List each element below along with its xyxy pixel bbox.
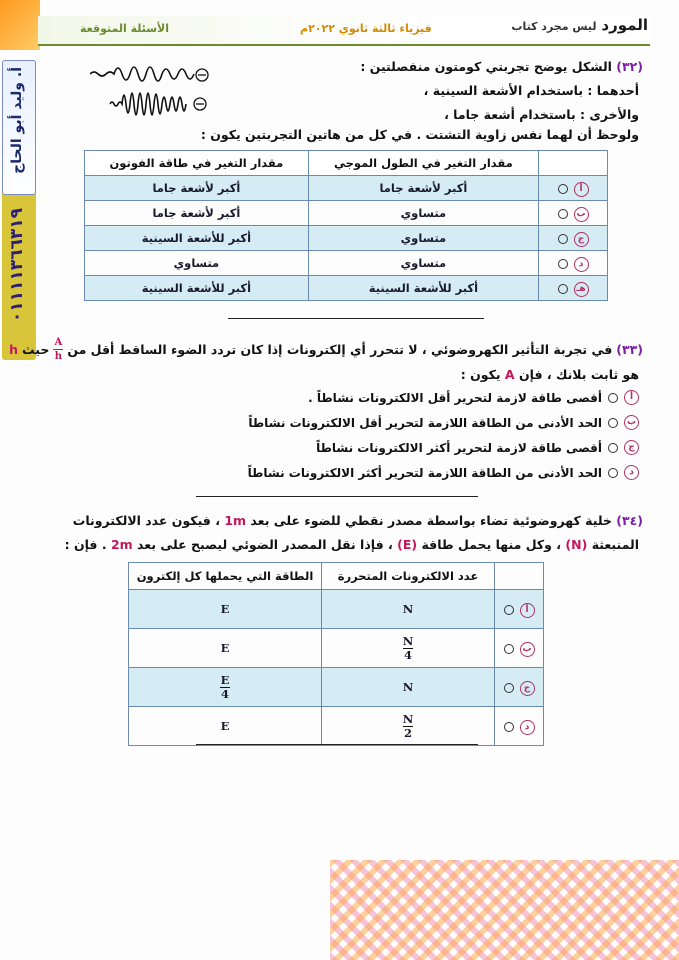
table-cell: متساوي: [308, 251, 538, 276]
q34-choice-b[interactable]: [495, 629, 544, 668]
table-cell: متساوي: [308, 201, 538, 226]
radio-button[interactable]: [608, 418, 618, 428]
brand-logo: [511, 16, 648, 34]
value: N: [402, 680, 414, 694]
energy-cell: [129, 668, 322, 707]
energy-cell: [129, 590, 322, 629]
header-section: الأسئلة المتوقعة: [80, 22, 170, 35]
gamma-wave: [110, 93, 186, 115]
q33-number: (٣٣): [616, 341, 643, 357]
value: E: [220, 719, 230, 733]
q32-col-choice: [539, 151, 608, 176]
q34-choice-a[interactable]: [495, 590, 544, 629]
fraction: [403, 713, 414, 740]
table-cell: أكبر للأشعة السينية: [308, 276, 538, 301]
table-row: [85, 251, 608, 276]
q33-text-where: حيث: [22, 341, 50, 357]
option-letter: د: [624, 465, 639, 480]
q34-text-2c: ، فإذا نقل المصدر الضوئي ليصبح على بعد: [137, 537, 393, 552]
q34-text-2b: ، وكل منها يحمل طاقة: [421, 537, 562, 552]
radio-button[interactable]: [608, 468, 618, 478]
option-letter: ب: [574, 207, 589, 222]
radio-button[interactable]: [504, 722, 514, 732]
distance-1: 1m: [224, 513, 247, 528]
table-cell: أكبر لأشعة جاما: [308, 176, 538, 201]
q32-line1: [360, 58, 643, 76]
table-row: [129, 590, 544, 629]
page-header: [0, 10, 650, 48]
value: N: [402, 602, 414, 616]
electrons-cell: [322, 629, 495, 668]
fraction: [403, 635, 414, 662]
author-name: أ. وليد أبو الحاج: [9, 67, 25, 174]
frac-denominator: 2: [403, 726, 412, 740]
value: E: [220, 602, 230, 616]
table-cell: أكبر لأشعة جاما: [85, 176, 309, 201]
radio-button[interactable]: [504, 644, 514, 654]
radio-button[interactable]: [558, 184, 568, 194]
frac-numerator: E: [220, 673, 230, 687]
q34-text-2d: . فإن :: [64, 537, 107, 552]
distance-2: 2m: [110, 537, 133, 552]
q34-col-choice: [495, 563, 544, 590]
brand-sub: ليس مجرد كتاب: [511, 20, 597, 33]
q32-table: [84, 150, 608, 301]
energy-cell: [129, 707, 322, 746]
author-sidebar: [2, 60, 36, 360]
option-text: أقصى طاقة لازمة لتحرير أقل الالكترونات نشاطاً .: [308, 390, 602, 405]
q32-col1-header: مقدار التغير في الطول الموجي: [308, 151, 538, 176]
brand-main: المورد: [601, 16, 648, 34]
symbol-h: h: [9, 341, 18, 357]
q32-line4: ولوحظ أن لهما نفس زاوية التشتت . في كل من هاتين التجربتين يكون :: [200, 127, 639, 142]
frac-a-over-h: [53, 336, 63, 363]
symbol-A: A: [504, 367, 515, 382]
q34-col2-header: الطاقة التي يحملها كل إلكترون: [129, 563, 322, 590]
table-row: [85, 176, 608, 201]
q33-option-b[interactable]: [248, 415, 639, 430]
radio-button[interactable]: [504, 683, 514, 693]
option-text: الحد الأدنى من الطاقة اللازمة لتحرير أكثر الالكترونات نشاطاً: [247, 465, 602, 480]
q33-option-d[interactable]: [248, 465, 639, 480]
author-box: [2, 60, 36, 195]
table-cell: متساوي: [85, 251, 309, 276]
table-cell: أكبر للأشعة السينية: [85, 226, 309, 251]
author-phone: ٠١١١١٣٦٦٣١٩: [7, 208, 27, 323]
table-row: [85, 226, 608, 251]
separator-line: [196, 744, 478, 745]
q32-choice-a[interactable]: [539, 176, 608, 201]
q34-col1-header: عدد الالكترونات المتحررة: [322, 563, 495, 590]
option-text: الحد الأدنى من الطاقة اللازمة لتحرير أقل الالكترونات نشاطاً: [248, 415, 602, 430]
wave-diagram: [90, 60, 220, 132]
radio-button[interactable]: [558, 209, 568, 219]
q34-line1: [73, 512, 643, 530]
q34-choice-d[interactable]: [495, 707, 544, 746]
frac-denominator: 4: [221, 687, 230, 701]
q34-number: (٣٤): [616, 513, 643, 528]
option-letter: ج: [520, 681, 535, 696]
q32-number: (٣٢): [616, 59, 643, 74]
table-row: [85, 276, 608, 301]
option-letter: د: [574, 257, 589, 272]
q32-col2-header: مقدار التغير في طاقة الفوتون: [85, 151, 309, 176]
q34-text-2a: المنبعثة: [591, 537, 639, 552]
q33-line2: [461, 366, 639, 384]
option-letter: د: [520, 720, 535, 735]
table-cell: أكبر لأشعة جاما: [85, 201, 309, 226]
q34-text-1: خلية كهروضوئية تضاء بواسطة مصدر نقطي للضوء على بعد: [250, 513, 612, 528]
q32-line2: أحدهما : باستخدام الأشعة السينية ،: [423, 83, 639, 98]
option-letter: أ: [624, 390, 639, 405]
separator-line: [196, 496, 478, 497]
symbol-E: (E): [397, 537, 418, 552]
table-row: [129, 668, 544, 707]
q32-text-1: الشكل يوضح تجربتي كومتون منفصلتين :: [360, 59, 612, 74]
radio-button[interactable]: [558, 259, 568, 269]
q32-choice-b[interactable]: [539, 201, 608, 226]
option-letter: ب: [624, 415, 639, 430]
table-row: [129, 629, 544, 668]
energy-cell: [129, 629, 322, 668]
table-cell: متساوي: [308, 226, 538, 251]
option-letter: ج: [624, 440, 639, 455]
q33-text-2: هو ثابت بلانك ، فإن: [518, 367, 639, 382]
radio-button[interactable]: [608, 393, 618, 403]
radio-button[interactable]: [558, 284, 568, 294]
header-subject: فيزياء ثالثة ثانوي ٢٠٢٢م: [300, 22, 432, 35]
frac-numerator: N: [402, 634, 414, 648]
fraction: [220, 674, 230, 701]
electrons-cell: [322, 590, 495, 629]
q34-text-1-end: ، فيكون عدد الالكترونات: [72, 513, 220, 528]
bottom-decoration-overlay: [330, 860, 679, 960]
q33-option-c[interactable]: [316, 440, 639, 455]
radio-button[interactable]: [608, 443, 618, 453]
option-letter: أ: [520, 603, 535, 618]
q33-text-1: في تجربة التأثير الكهروضوئي ، لا تتحرر أي إلكترونات إذا كان تردد الضوء الساقط أقل من: [67, 341, 613, 357]
q32-choice-d[interactable]: [539, 251, 608, 276]
option-letter: ب: [520, 642, 535, 657]
q32-line3: والأخرى : باستخدام أشعة جاما ،: [444, 107, 639, 122]
electrons-cell: [322, 707, 495, 746]
q34-table: [128, 562, 544, 746]
symbol-N: (N): [565, 537, 588, 552]
frac-denominator: h: [54, 351, 62, 362]
separator-line: [228, 318, 484, 319]
option-letter: ج: [574, 232, 589, 247]
table-row: [85, 201, 608, 226]
option-letter: هـ: [574, 282, 589, 297]
q33-text-2-end: يكون :: [460, 367, 501, 382]
radio-button[interactable]: [558, 234, 568, 244]
option-text: أقصى طاقة لازمة لتحرير أكثر الالكترونات نشاطاً: [316, 440, 602, 455]
electrons-cell: [322, 668, 495, 707]
frac-numerator: A: [54, 337, 63, 348]
radio-button[interactable]: [504, 605, 514, 615]
q34-line2: [65, 536, 639, 554]
q33-option-a[interactable]: [308, 390, 639, 405]
q32-choice-c[interactable]: [539, 226, 608, 251]
frac-numerator: N: [402, 712, 414, 726]
xray-wave: [90, 67, 194, 81]
frac-denominator: 4: [403, 648, 412, 662]
q33-line1: [9, 336, 643, 363]
value: E: [220, 641, 230, 655]
q32-choice-e[interactable]: [539, 276, 608, 301]
table-row: [129, 707, 544, 746]
option-letter: أ: [574, 182, 589, 197]
q34-choice-c[interactable]: [495, 668, 544, 707]
table-cell: أكبر للأشعة السينية: [85, 276, 309, 301]
